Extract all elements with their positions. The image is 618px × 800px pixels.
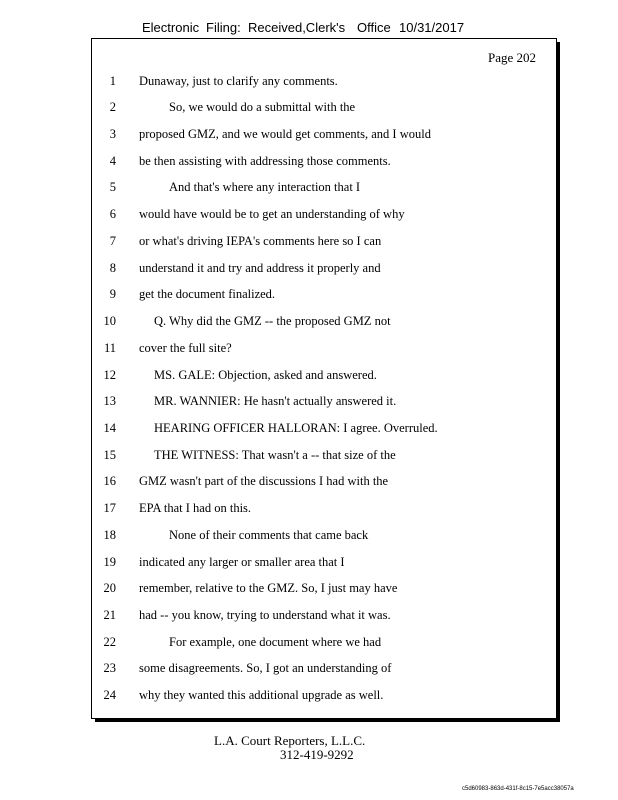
line-text: proposed GMZ, and we would get comments, and I would	[139, 127, 431, 141]
line-text: THE WITNESS: That wasn't a -- that size of the	[154, 448, 396, 462]
line-number: 12	[103, 368, 116, 382]
line-text: would have would be to get an understanding of why	[139, 207, 405, 221]
line-number: 14	[103, 421, 116, 435]
line-number: 17	[103, 501, 116, 515]
line-number: 11	[103, 341, 116, 355]
transcript-line	[0, 124, 618, 144]
line-text: had -- you know, trying to understand what it was.	[139, 608, 391, 622]
line-number: 19	[103, 555, 116, 569]
filing-header	[0, 20, 618, 38]
transcript-line	[0, 71, 618, 91]
transcript-line	[0, 365, 618, 385]
transcript-line	[0, 658, 618, 678]
transcript-line	[0, 685, 618, 705]
transcript-line	[0, 445, 618, 465]
line-text: EPA that I had on this.	[139, 501, 252, 515]
transcript-line	[0, 605, 618, 625]
line-text: cover the full site?	[139, 341, 232, 355]
page-shadow-bottom	[95, 719, 560, 722]
line-text: None of their comments that came back	[169, 528, 369, 542]
header-electronic: Electronic	[142, 20, 200, 35]
line-text: remember, relative to the GMZ. So, I just may have	[139, 581, 398, 595]
transcript-line	[0, 97, 618, 117]
transcript-line	[0, 552, 618, 572]
line-number: 22	[103, 635, 116, 649]
line-number: 20	[103, 581, 116, 595]
line-number: 9	[109, 287, 116, 301]
line-number: 6	[109, 207, 116, 221]
transcript-line	[0, 391, 618, 411]
line-text: some disagreements. So, I got an understanding of	[139, 661, 392, 675]
line-text: Q. Why did the GMZ -- the proposed GMZ not	[154, 314, 391, 328]
line-number: 8	[109, 261, 116, 275]
line-number: 1	[109, 74, 116, 88]
line-text: why they wanted this additional upgrade as well.	[139, 688, 384, 702]
transcript-line	[0, 177, 618, 197]
line-text: HEARING OFFICER HALLORAN: I agree. Overruled.	[154, 421, 438, 435]
transcript-line	[0, 151, 618, 171]
line-text: MR. WANNIER: He hasn't actually answered it.	[154, 394, 397, 408]
line-text: For example, one document where we had	[169, 635, 382, 649]
line-text: understand it and try and address it properly and	[139, 261, 381, 275]
document-id: c5d60983-863d-431f-8c15-7e5acc38057a	[462, 786, 574, 792]
transcript-line	[0, 204, 618, 224]
transcript-line	[0, 525, 618, 545]
line-text: be then assisting with addressing those comments.	[139, 154, 391, 168]
transcript-line	[0, 258, 618, 278]
header-filing: Filing:	[206, 20, 241, 35]
line-text: MS. GALE: Objection, asked and answered.	[154, 368, 377, 382]
line-text: Dunaway, just to clarify any comments.	[139, 74, 338, 88]
line-text: GMZ wasn't part of the discussions I had with the	[139, 474, 389, 488]
line-text: indicated any larger or smaller area that I	[139, 555, 345, 569]
transcript-line	[0, 338, 618, 358]
header-office: Office	[357, 20, 391, 35]
footer-company: L.A. Court Reporters, L.L.C.	[214, 733, 366, 748]
line-number: 23	[103, 661, 116, 675]
transcript-line	[0, 471, 618, 491]
line-text: get the document finalized.	[139, 287, 276, 301]
line-number: 16	[103, 474, 116, 488]
line-number: 13	[103, 394, 116, 408]
header-date: 10/31/2017	[399, 20, 465, 35]
line-number: 24	[103, 688, 116, 702]
transcript-line	[0, 284, 618, 304]
line-number: 5	[109, 180, 116, 194]
line-text: So, we would do a submittal with the	[169, 100, 356, 114]
transcript-line	[0, 632, 618, 652]
transcript-line	[0, 231, 618, 251]
transcript-line	[0, 418, 618, 438]
page-number: Page 202	[487, 50, 536, 65]
transcript-line	[0, 498, 618, 518]
footer-phone: 312-419-9292	[280, 747, 354, 762]
line-number: 21	[103, 608, 116, 622]
line-number: 3	[109, 127, 116, 141]
line-number: 18	[103, 528, 116, 542]
line-number: 2	[109, 100, 116, 114]
line-number: 4	[109, 154, 116, 168]
line-number: 15	[103, 448, 116, 462]
line-text: or what's driving IEPA's comments here so I can	[139, 234, 382, 248]
line-text: And that's where any interaction that I	[169, 180, 361, 194]
header-received: Received,Clerk's	[248, 20, 346, 35]
transcript-line	[0, 311, 618, 331]
transcript-line	[0, 578, 618, 598]
line-number: 10	[103, 314, 116, 328]
line-number: 7	[109, 234, 116, 248]
